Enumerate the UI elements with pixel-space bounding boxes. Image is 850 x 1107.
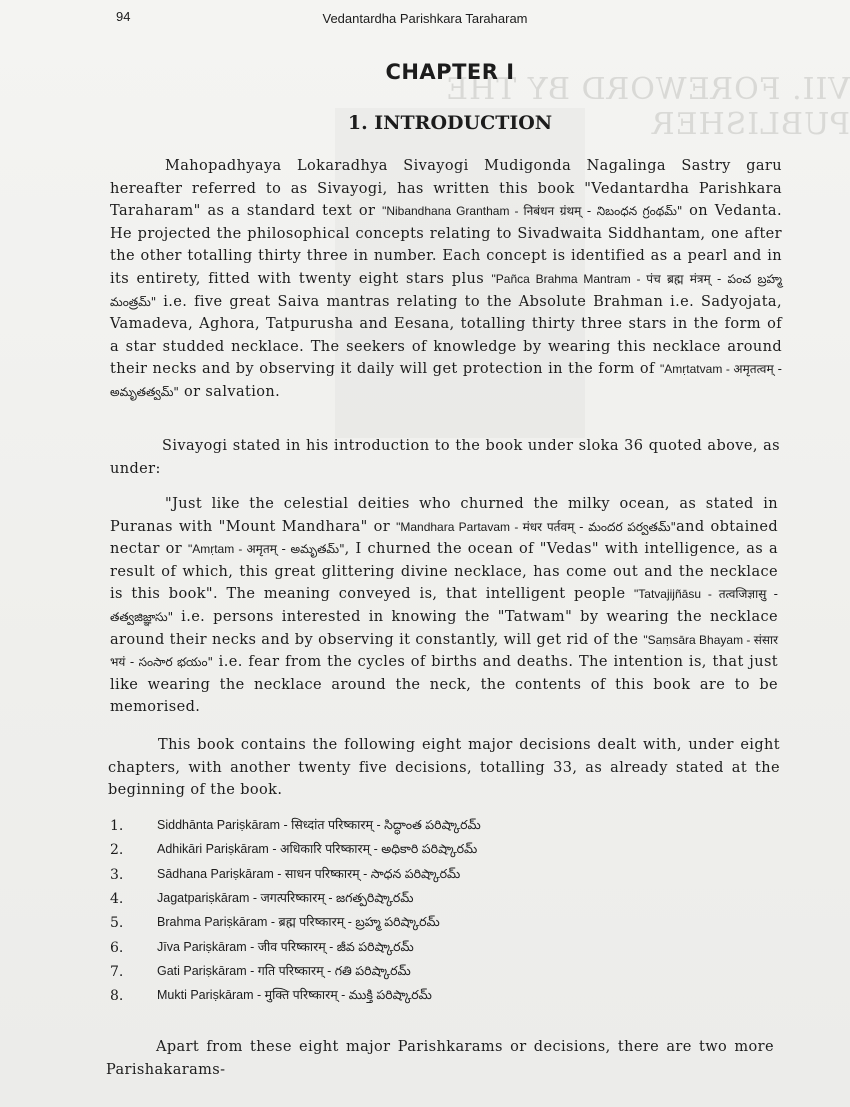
paragraph-sloka: Sivayogi stated in his introduction to the book under sloka 36 quoted above, as under:: [110, 438, 780, 477]
bleed-through-heading: VII. FOREWORD BY THE PUBLISHER: [445, 72, 850, 142]
list-item: 4. Jagatpariṣkāram - जगत्परिष्कारम् - జగత్పరిష్కారమ్: [110, 891, 414, 908]
chapter-heading: CHAPTER I: [385, 60, 515, 84]
decisions-list: [110, 814, 710, 1008]
list-item: 2. Adhikāri Pariṣkāram - अधिकारि परिष्कारम् - అధికారి పరిష్కారమ్: [110, 842, 478, 859]
running-header: Vedantardha Parishkara Taraharam: [322, 11, 528, 26]
page-number: 94: [116, 9, 131, 24]
paragraph-intro: Mahopadhyaya Lokaradhya Sivayogi Mudigonda Nagalinga Sastry garu hereafter referred to as Sivayogi, has written this book "Vedantardha Parishkara Taraharam" as a standard text or "Nibandhana Grantham - निबंधन ग्रंथम् - నిబంధన గ్రంథమ్" on Vedanta. He projected the philosophical concepts relating to Sivadwaita Siddhantam, one after the other totalling thirty three in number. Each concept is identified as a pearl and in its entirety, fitted with twenty eight stars plus "Pañca Brahma Mantram - पंच ब्रह्म मंत्रम् - పంచ బ్రహ్మ మంత్రమ్" i.e. five great Saiva mantras relating to the Absolute Brahman i.e. Sadyojata, Vamadeva, Aghora, Tatpurusha and Eesana, totalling thirty three stars in the form of a star studded necklace. The seekers of knowledge by wearing this necklace around their necks and by observing it daily will get protection in the form of "Amṛtatvam - अमृतत्वम् - అమృతత్వమ్" or salvation.: [110, 158, 783, 400]
paragraph-closing: Apart from these eight major Parishkarams or decisions, there are two more Parishakarams-: [106, 1039, 774, 1078]
list-item: 3. Sādhana Pariṣkāram - साधन परिष्कारम् - సాధన పరిష్కారమ్: [110, 866, 461, 883]
list-item: 6. Jīva Pariṣkāram - जीव परिष्कारम् - జీవ పరిష్కారమ్: [110, 939, 414, 956]
list-item: 5. Brahma Pariṣkāram - ब्रह्म परिष्कारम् - బ్రహ్మ పరిష్కారమ్: [110, 915, 440, 932]
section-heading: 1. INTRODUCTION: [347, 112, 553, 134]
list-item: 8. Mukti Pariṣkāram - मुक्ति परिष्कारम् - ముక్తి పరిష్కారమ్: [110, 988, 432, 1005]
list-item: 7. Gati Pariṣkāram - गति परिष्कारम् - గతి పరిష్కారమ్: [110, 963, 411, 980]
paragraph-quote: "Just like the celestial deities who churned the milky ocean, as stated in Puranas with "Mount Mandhara" or "Mandhara Partavam - मंधर पर्तवम् - మందర పర్వతమ్"and obtained nectar or "Amṛtam - अमृतम् - అమృతమ్", I churned the ocean of "Vedas" with intelligence, as a result of which, this great glittering divine necklace, has come out and the necklace is this book". The meaning conveyed is, that intelligent people "Tatvajijñāsu - तत्वजिज्ञासु - తత్వజిజ్ఞాసు" i.e. persons interested in knowing the "Tatwam" by wearing the necklace around their necks and by observing it constantly, will get rid of the "Saṃsāra Bhayam - संसार भयं - సంసార భయం" i.e. fear from the cycles of births and deaths. The intention is, that just like wearing the necklace around the neck, the contents of this book are to be memorised.: [110, 496, 779, 716]
list-item: 1. Siddhānta Pariṣkāram - सिध्दांत परिष्कारम् - సిద్ధాంత పరిష్కారమ్: [110, 818, 481, 835]
paragraph-decisions: This book contains the following eight major decisions dealt with, under eight chapters, with another twenty five decisions, totalling 33, as already stated at the beginning of the book.: [108, 737, 780, 799]
